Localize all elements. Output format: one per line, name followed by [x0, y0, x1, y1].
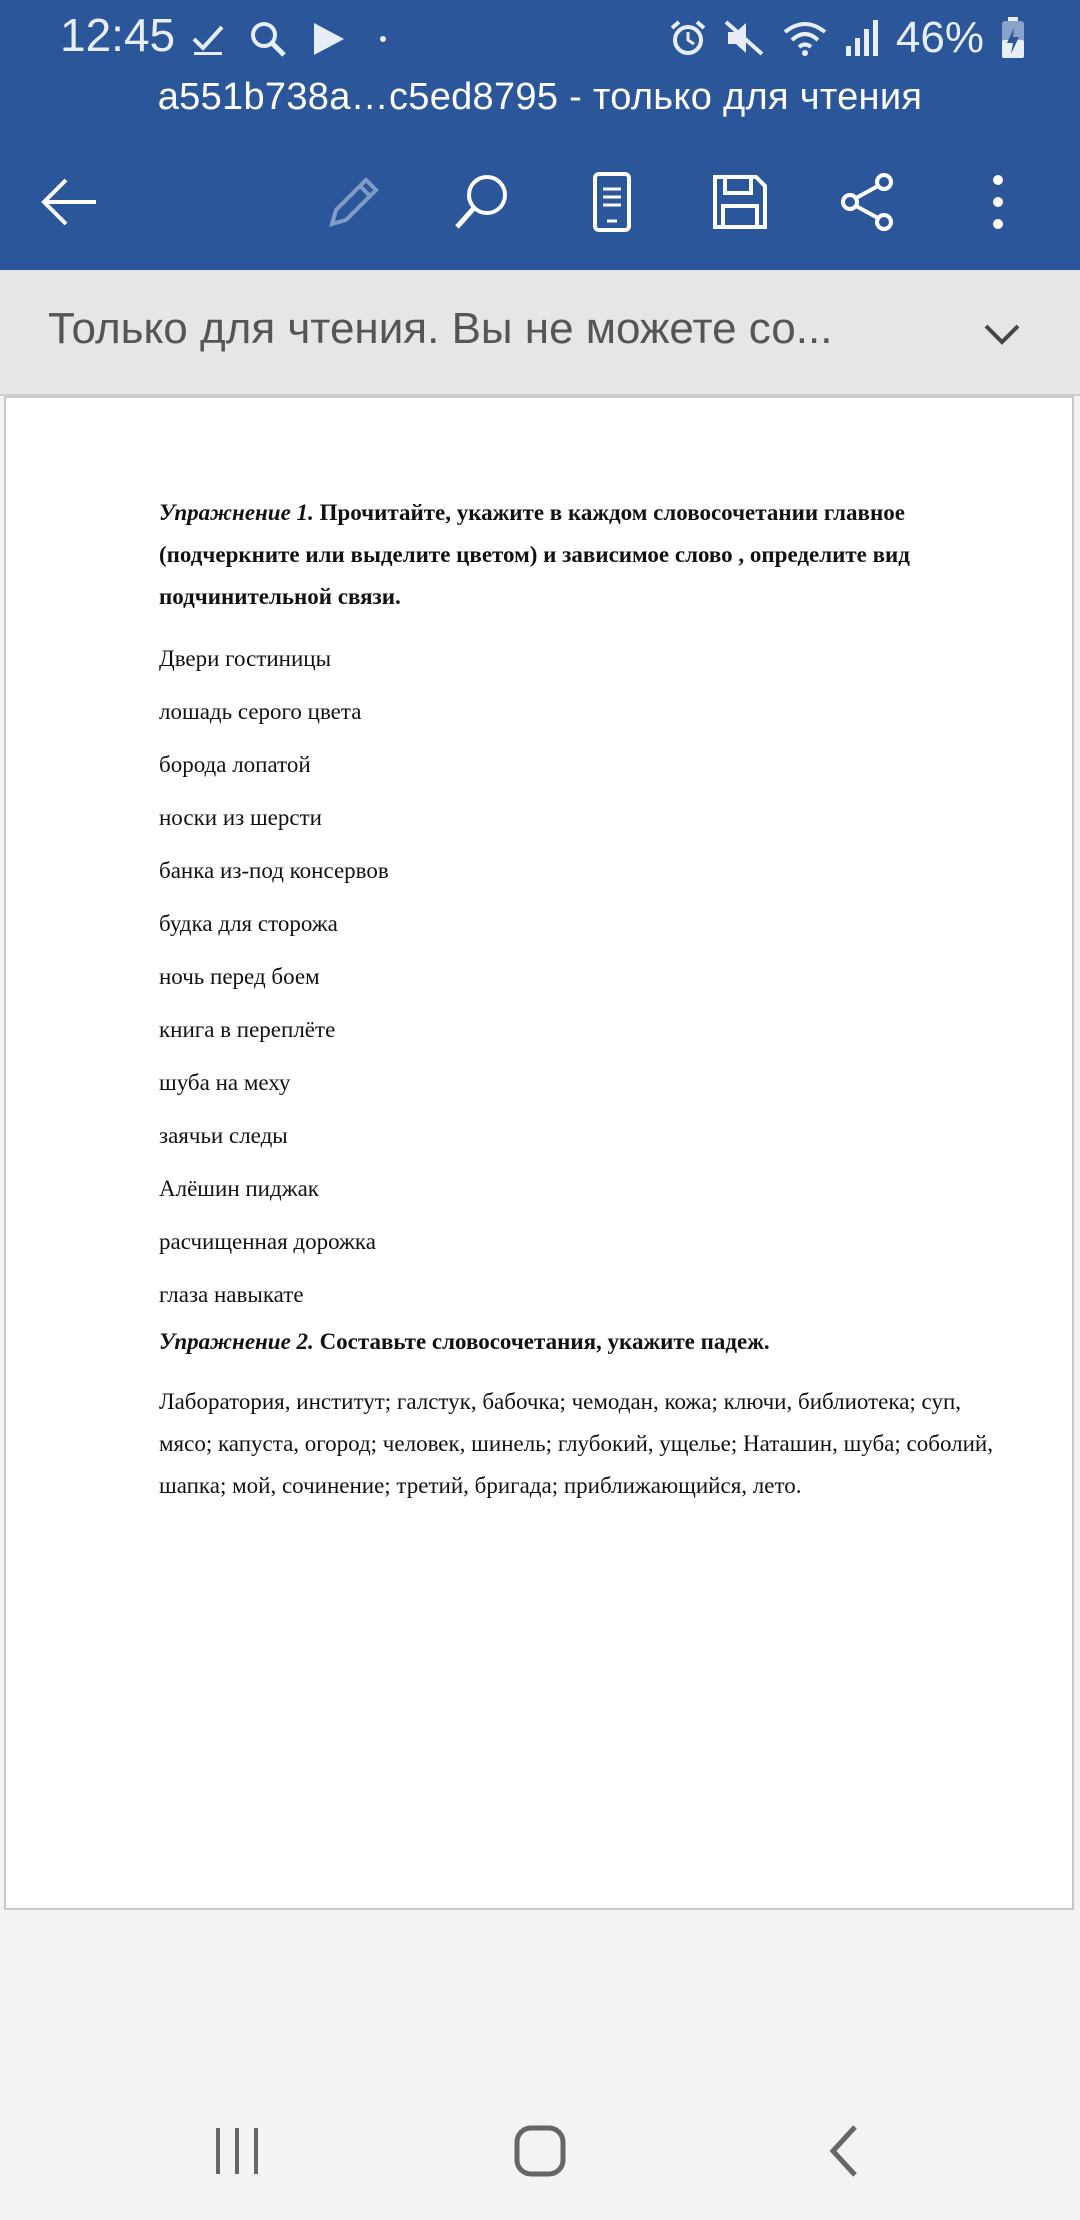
- dot-icon: [368, 21, 398, 57]
- pencil-icon: [324, 172, 384, 232]
- exercise-2-body: Лаборатория, институт; галстук, бабочка; чемодан, кожа; ключи, библиотека; суп, мясо; капуста, огород; человек, шинель; глубокий, ущелье; Наташин, шуба; соболий, шапка; мой, сочинение; третий, бригада; приближающийся, лето.: [159, 1389, 993, 1498]
- status-bar: [0, 0, 1080, 76]
- find-button[interactable]: [450, 170, 514, 234]
- phrase-list: [159, 632, 1009, 1321]
- mute-icon: [724, 18, 766, 58]
- list-item: борода лопатой: [159, 752, 311, 777]
- home-button[interactable]: [505, 2116, 575, 2186]
- document-page[interactable]: [4, 396, 1074, 1910]
- search-icon: [451, 171, 513, 233]
- list-item: Двери гостиницы: [159, 646, 332, 671]
- document-title: a551b738a…c5ed8795 - только для чтения: [157, 76, 923, 118]
- list-item: носки из шерсти: [159, 805, 322, 830]
- document-content: [159, 492, 1009, 1530]
- exercise-2-heading: [159, 1321, 1009, 1363]
- battery-icon: [1000, 16, 1026, 60]
- list-item: глаза навыкате: [159, 1282, 304, 1307]
- mobile-view-button[interactable]: [580, 170, 644, 234]
- back-nav-button[interactable]: [808, 2116, 878, 2186]
- more-options-button[interactable]: [966, 170, 1030, 234]
- notification-icons: [190, 14, 398, 64]
- list-item: будка для сторожа: [159, 911, 338, 936]
- home-icon: [512, 2123, 568, 2179]
- share-button[interactable]: [836, 170, 900, 234]
- status-time: 12:45: [60, 9, 176, 61]
- mobile-view-icon: [587, 171, 637, 233]
- save-icon: [710, 172, 770, 232]
- system-icons: [668, 10, 1026, 66]
- list-item: расчищенная дорожка: [159, 1229, 376, 1254]
- recent-apps-button[interactable]: [202, 2116, 272, 2186]
- save-button[interactable]: [708, 170, 772, 234]
- app-header: [0, 0, 1080, 270]
- list-item: книга в переплёте: [159, 1017, 336, 1042]
- check-icon: [190, 21, 226, 57]
- exercise-1-instructions: Прочитайте, укажите в каждом словосочетании главное (подчеркните или выделите цветом) и зависимое слово , определите вид подчинительной связи.: [159, 500, 910, 609]
- list-item: лошадь серого цвета: [159, 699, 362, 724]
- back-button[interactable]: [38, 170, 102, 234]
- list-item: ночь перед боем: [159, 964, 320, 989]
- alarm-icon: [668, 18, 708, 58]
- exercise-2-label: Упражнение 2.: [159, 1329, 314, 1354]
- edit-button[interactable]: [322, 170, 386, 234]
- wifi-icon: [782, 18, 828, 58]
- exercise-2-instructions: Составьте словосочетания, укажите падеж.: [313, 1329, 770, 1354]
- play-icon: [310, 21, 346, 57]
- search-icon: [248, 19, 288, 59]
- read-only-banner[interactable]: [0, 270, 1080, 396]
- list-item: Алёшин пиджак: [159, 1176, 319, 1201]
- list-item: шуба на меху: [159, 1070, 291, 1095]
- share-icon: [838, 172, 898, 232]
- recent-apps-icon: [212, 2126, 262, 2176]
- more-icon: [983, 172, 1013, 232]
- exercise-1-heading: [159, 492, 1009, 618]
- battery-percent: 46%: [895, 13, 984, 62]
- navigation-bar: [0, 2076, 1080, 2220]
- back-icon: [823, 2123, 863, 2179]
- exercise-1-label: Упражнение 1.: [159, 500, 314, 525]
- chevron-down-icon[interactable]: [982, 314, 1022, 354]
- back-arrow-icon: [40, 172, 100, 232]
- read-only-banner-text: Только для чтения. Вы не можете со...: [48, 304, 833, 353]
- list-item: банка из-под консервов: [159, 858, 389, 883]
- toolbar: [0, 150, 1080, 250]
- list-item: заячьи следы: [159, 1123, 288, 1148]
- signal-icon: [844, 18, 880, 58]
